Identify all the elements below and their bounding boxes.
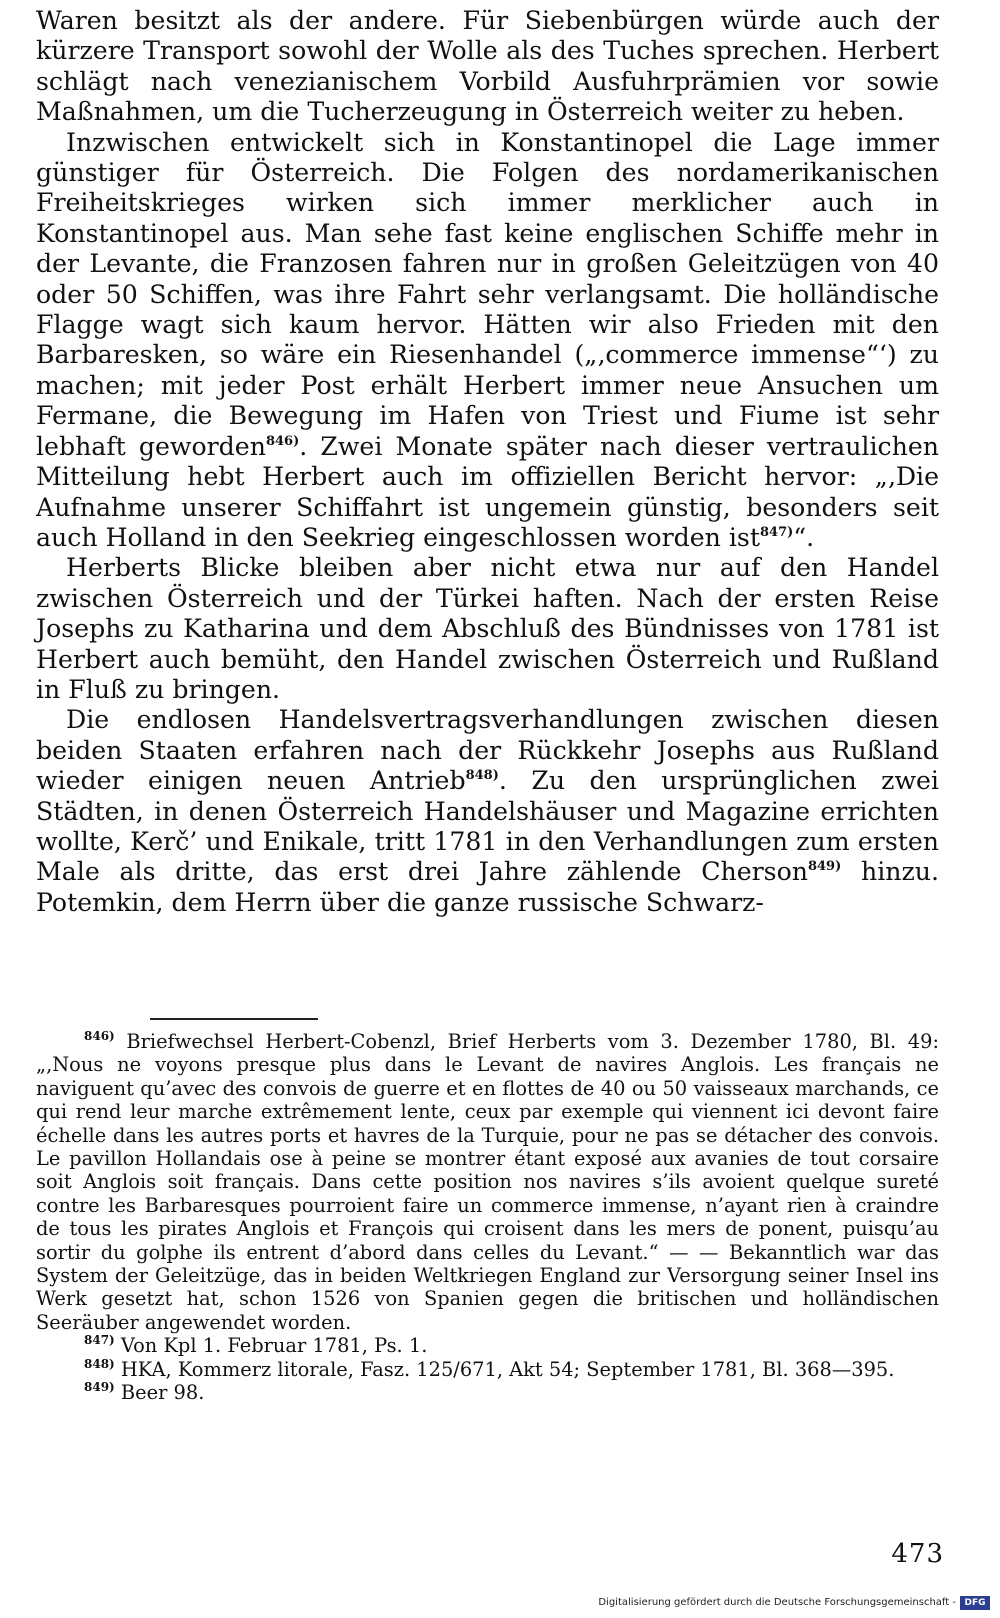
footnote-ref-848: 848) <box>465 768 499 784</box>
footnote-848 <box>36 1358 939 1381</box>
footnote-number-846: 846) <box>84 1029 115 1043</box>
paragraph-4 <box>36 705 939 918</box>
digitization-credit: Digitalisierung gefördert durch die Deutsche Forschungsgemeinschaft - <box>598 1597 956 1608</box>
footnote-846-text: Briefwechsel Herbert-Cobenzl, Brief Herberts vom 3. Dezember 1780, Bl. 49: „‚Nous ne voyons presque plus dans le Levant de navires Anglois. Les français ne naviguent qu’avec des convois de guerre et en flottes de 40 ou 50 vaisseaux marchands, ce qui rend leur marche extrêmement lente, ceux par exemple qui viennent ici devont faire échelle dans les autres ports et havres de la Turquie, pour ne pas se détacher des convois. Le pavillon Hollandais ose à peine se montrer étant exposé aux avanies de tout corsaire soit Anglois soit français. Dans cette position nos navires s’ils avoient quelque sureté contre les Barbaresques pourroient faire un commerce immense, n’ayant rien à craindre de tous les pirates Anglois et François qui croisent dans les mers de ponent, puisqu’au sortir du golphe ils entrent d’abord dans celles du Levant.“ — — Bekanntlich war das System der Geleitzüge, das in beiden Weltkriegen England zur Versorgung seiner Insel ins Werk gesetzt hat, schon 1526 von Spanien gegen die britischen und holländischen Seeräuber angewendet worden. <box>36 1030 939 1334</box>
footnote-ref-846: 846) <box>265 433 300 449</box>
paragraph-4-text-b: . Zu den ursprünglichen zwei Städten, in denen Österreich Handelshäuser und Magazine errichten wollte, Kerč’ und Enikale, tritt 1781 in den Verhandlungen zum ersten Male als dritte, das erst drei Jahre zählende Cherson <box>36 766 939 887</box>
paragraph-1 <box>36 6 939 128</box>
footnote-847-text: Von Kpl 1. Februar 1781, Ps. 1. <box>114 1334 428 1358</box>
main-text <box>36 6 939 918</box>
footnote-divider <box>150 1018 318 1020</box>
dfg-logo-icon: DFG <box>960 1596 990 1610</box>
paragraph-2 <box>36 128 939 554</box>
paragraph-3 <box>36 553 939 705</box>
paragraph-1-text: Waren besitzt als der andere. Für Siebenbürgen würde auch der kürzere Transport sowohl der Wolle als des Tuches sprechen. Herbert schlägt nach venezianischem Vorbild Ausfuhrprämien vor sowie Maßnahmen, um die Tucherzeugung in Österreich weiter zu heben. <box>36 6 939 127</box>
footnote-ref-849: 849) <box>807 859 842 875</box>
paragraph-3-text: Herberts Blicke bleiben aber nicht etwa nur auf den Handel zwischen Österreich und der Türkei haften. Nach der ersten Reise Josephs zu Katharina und dem Abschluß des Bündnisses von 1781 ist Herbert auch bemüht, den Handel zwischen Österreich und Rußland in Fluß zu bringen. <box>36 553 939 704</box>
footnote-ref-847: 847) <box>759 524 794 540</box>
footnote-846 <box>36 1030 939 1334</box>
footnote-number-847: 847) <box>84 1333 115 1348</box>
footnote-number-848: 848) <box>84 1356 115 1371</box>
paragraph-4-text-c: hinzu. Potemkin, dem Herrn über die ganze russische Schwarz- <box>36 857 939 917</box>
paragraph-2-text-c: “. <box>793 522 815 552</box>
page-number: 473 <box>891 1539 944 1569</box>
footnote-number-849: 849) <box>84 1380 115 1395</box>
paragraph-2-text-b: . Zwei Monate später nach dieser vertraulichen Mitteilung hebt Herbert auch im offiziellen Bericht hervor: „‚Die Aufnahme unserer Schiffahrt ist ungemein günstig, besonders seit auch Holland in den Seekrieg eingeschlossen worden ist <box>36 431 939 552</box>
footnotes <box>36 1030 939 1405</box>
paragraph-4-text-a: Die endlosen Handelsvertragsverhandlungen zwischen diesen beiden Staaten erfahren nach der Rückkehr Josephs aus Rußland wieder einigen neuen Antrieb <box>36 705 939 796</box>
footnote-849 <box>36 1381 939 1404</box>
footnote-848-text: HKA, Kommerz litorale, Fasz. 125/671, Akt 54; September 1781, Bl. 368—395. <box>114 1357 895 1381</box>
footnote-847 <box>36 1334 939 1357</box>
paragraph-2-text-a: Inzwischen entwickelt sich in Konstantinopel die Lage immer günstiger für Österreich. Die Folgen des nordamerikanischen Freiheitskrieges wirken sich immer merklicher auch in Konstantinopel aus. Man sehe fast keine englischen Schiffe mehr in der Levante, die Franzosen fahren nur in großen Geleitzügen von 40 oder 50 Schiffen, was ihre Fahrt sehr verlangsamt. Die holländische Flagge wagt sich kaum hervor. Hätten wir also Frieden mit den Barbaresken, so wäre ein Riesenhandel („‚commerce immense“‘) zu machen; mit jeder Post erhält Herbert immer neue Ansuchen um Fermane, die Bewegung im Hafen von Triest und Fiume ist sehr lebhaft geworden <box>36 127 939 461</box>
footnote-849-text: Beer 98. <box>114 1381 205 1405</box>
